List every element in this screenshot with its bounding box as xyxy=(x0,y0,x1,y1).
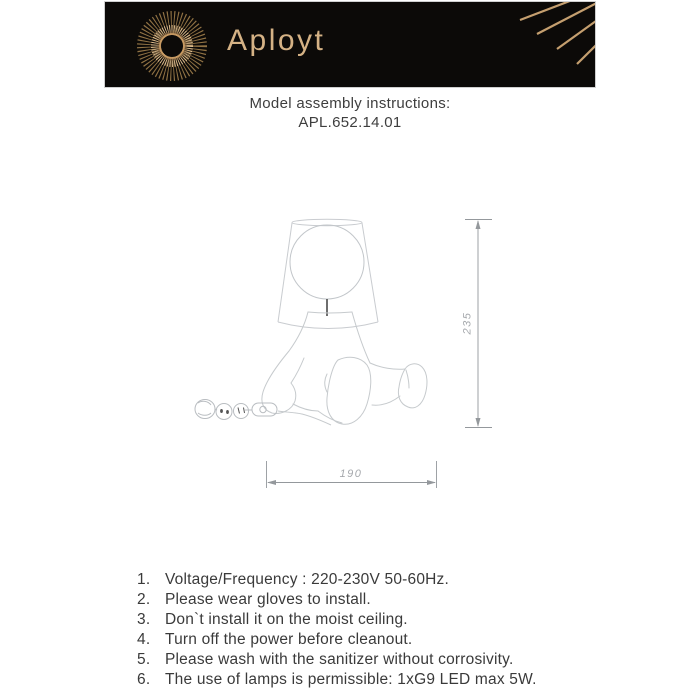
item-text: Turn off the power before cleanout. xyxy=(165,631,413,648)
item-text: The use of lamps is permissible: 1xG9 LED max 5W. xyxy=(165,671,537,688)
item-number: 3. xyxy=(137,611,151,628)
item-text: Voltage/Frequency : 220-230V 50-60Hz. xyxy=(165,571,449,588)
brand-banner xyxy=(105,2,595,87)
item-number: 2. xyxy=(137,591,151,608)
bulb-head-outline xyxy=(290,225,364,299)
model-number: APL.652.14.01 xyxy=(298,114,402,131)
instruction-item xyxy=(137,570,617,590)
lamp-technical-drawing xyxy=(150,190,550,500)
width-dimension-label: 190 xyxy=(339,468,363,480)
figure-body-outline xyxy=(262,312,427,424)
brand-wordmark: Aployt xyxy=(227,24,326,57)
item-number: 5. xyxy=(137,651,151,668)
inline-switch xyxy=(245,403,277,416)
instruction-list xyxy=(137,570,617,690)
ray-fan-decoration xyxy=(520,2,595,87)
item-number: 6. xyxy=(137,671,151,688)
page-title: Model assembly instructions: xyxy=(249,95,451,112)
item-text: Please wash with the sanitizer without corrosivity. xyxy=(165,651,514,668)
instruction-item xyxy=(137,630,617,650)
instruction-item xyxy=(137,650,617,670)
lampshade-outline xyxy=(278,219,378,328)
item-number: 1. xyxy=(137,571,151,588)
item-text: Please wear gloves to install. xyxy=(165,591,371,608)
sunburst-logo-icon xyxy=(150,24,194,68)
banner-artwork xyxy=(105,2,595,87)
item-number: 4. xyxy=(137,631,151,648)
instruction-item xyxy=(137,590,617,610)
instruction-item xyxy=(137,670,617,690)
title-block xyxy=(0,94,700,132)
instruction-item xyxy=(137,610,617,630)
power-plug xyxy=(195,400,249,420)
power-cord xyxy=(278,411,331,425)
height-dimension-label: 235 xyxy=(461,311,474,335)
item-text: Don`t install it on the moist ceiling. xyxy=(165,611,408,628)
